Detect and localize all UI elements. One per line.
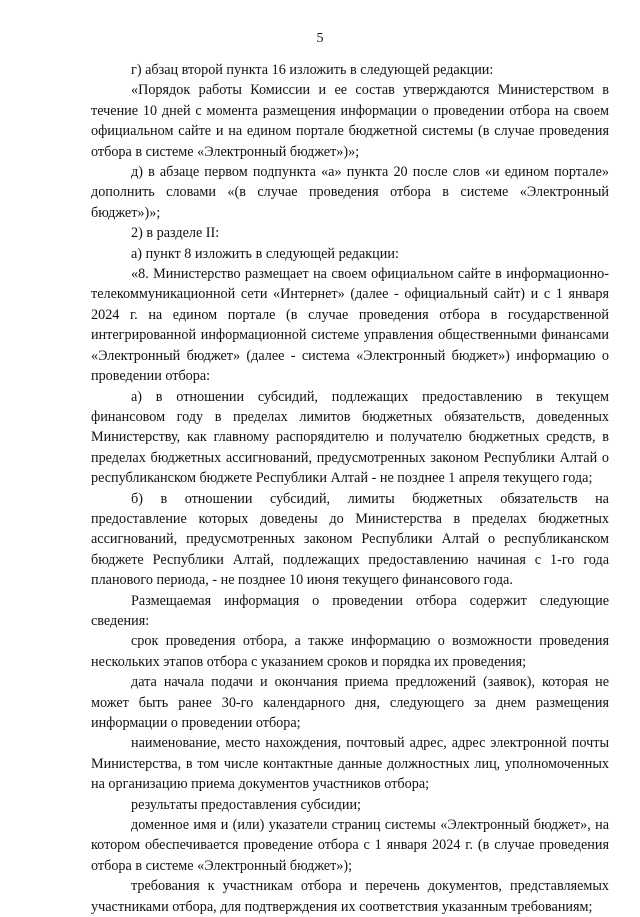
paragraph-subitem-a: а) в отношении субсидий, подлежащих предоставлению в текущем финансовом году в пределах лимитов бюджетных обязательств, доведенных Министерству, как главному распорядителю и получателю бюджетных средств, в пределах бюджетных ассигнований, предусмотренных законом Республики Алтай о республиканском бюджете Республики Алтай - не позднее 1 апреля текущего года;	[91, 388, 609, 487]
paragraph-item-8-intro: а) пункт 8 изложить в следующей редакции:	[131, 245, 399, 262]
list-item-ministry-contacts: наименование, место нахождения, почтовый адрес, адрес электронной почты Министерства, в том числе контактные данные должностных лиц, уполномоченных на организацию приема документов участников отбора;	[91, 735, 609, 793]
paragraph-info-contents: Размещаемая информация о проведении отбора содержит следующие сведения:	[91, 592, 609, 629]
paragraph-subitem-b: б) в отношении субсидий, лимиты бюджетных обязательств на предоставление которых доведены до Министерства в пределах бюджетных ассигнований, предусмотренных законом Республики Алтай о республиканском бюджете Республики Алтай, подлежащих предоставлению начиная с 1-го года планового периода, - не позднее 10 июня текущего финансового года.	[91, 490, 609, 589]
list-item-application-dates: дата начала подачи и окончания приема предложений (заявок), которая не может быть ранее 30-го календарного дня, следующего за днем размещения информации о проведении отбора;	[91, 674, 609, 731]
paragraph-amendment-d: д) в абзаце первом подпункта «а» пункта 20 после слов «и едином портале» дополнить словами «(в случае проведения отбора в системе «Электронный бюджет»)»;	[91, 164, 609, 221]
list-item-participant-requirements: требования к участникам отбора и перечень документов, представляемых участниками отбора, для подтверждения их соответствия указанным требованиям;	[91, 878, 609, 915]
paragraph-item-8: «8. Министерство размещает на своем официальном сайте в информационно-телекоммуникационной сети «Интернет» (далее - официальный сайт) и с 1 января 2024 г. на едином портале (в случае проведения отбора в государственной интегрированной информационной системе управления общественными финансами «Электронный бюджет» (далее - система «Электронный бюджет») информацию о проведении отбора:	[91, 266, 609, 385]
document-body	[91, 60, 609, 917]
page-number: 5	[316, 31, 324, 46]
list-item-selection-period: срок проведения отбора, а также информацию о возможности проведения нескольких этапов отбора с указанием сроков и порядка их проведения;	[91, 633, 609, 670]
list-item-domain-name: доменное имя и (или) указатели страниц системы «Электронный бюджет», на котором обеспечивается проведение отбора с 1 января 2024 г. (в случае проведения отбора в системе «Электронный бюджет»);	[91, 817, 609, 874]
paragraph-amendment-g: г) абзац второй пункта 16 изложить в следующей редакции:	[131, 62, 494, 78]
paragraph-section-2: 2) в разделе II:	[131, 225, 220, 242]
list-item-subsidy-results: результаты предоставления субсидии;	[131, 796, 361, 813]
paragraph-commission-procedure: «Порядок работы Комиссии и ее состав утверждаются Министерством в течение 10 дней с момента размещения информации о проведении отбора на своем официальном сайте и на едином портале бюджетной системы (в случае проведения отбора в системе «Электронный бюджет»)»;	[91, 82, 609, 160]
